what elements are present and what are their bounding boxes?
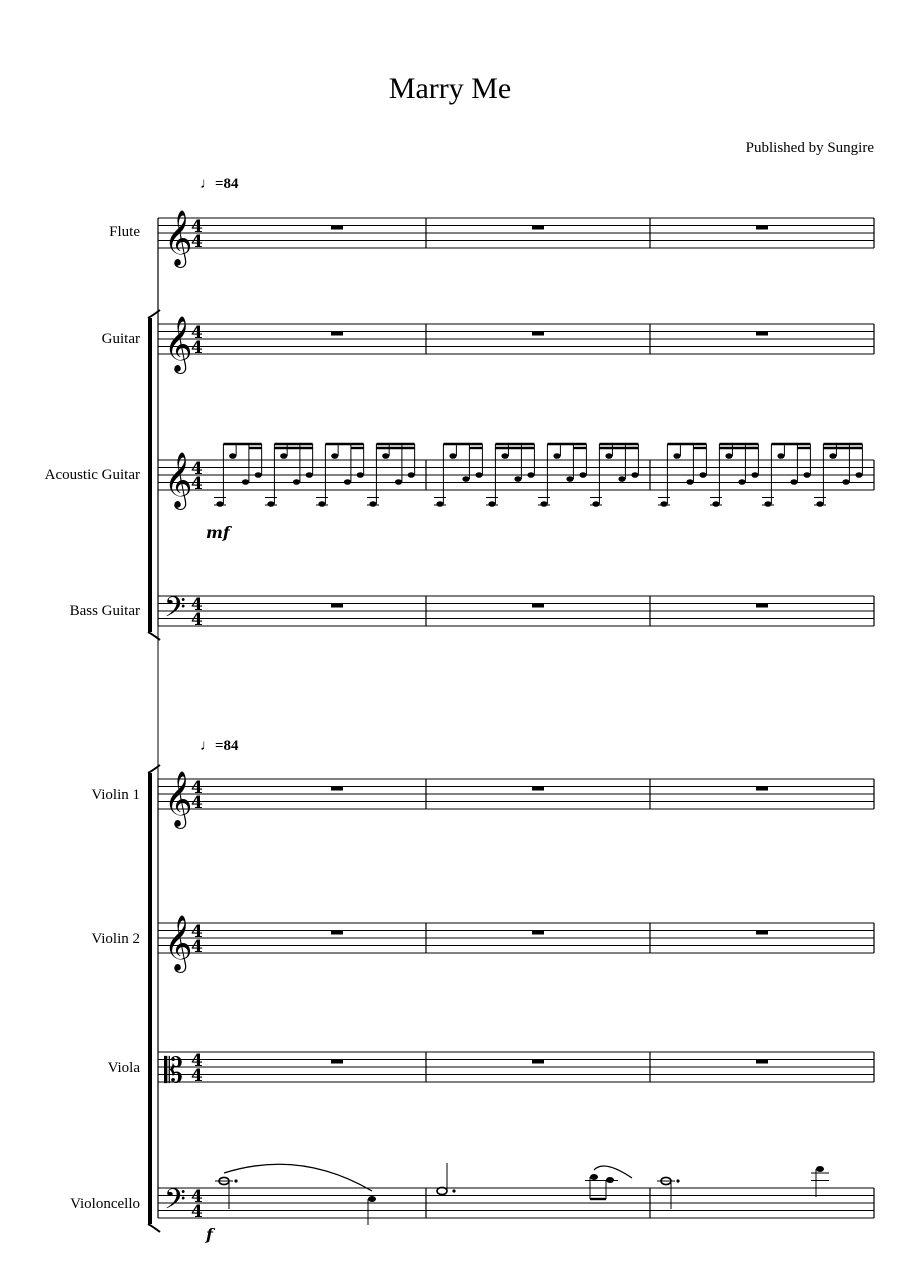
notehead xyxy=(357,472,364,478)
notehead xyxy=(712,501,719,507)
notehead xyxy=(449,453,456,459)
notehead xyxy=(331,453,338,459)
notehead xyxy=(777,453,784,459)
notehead xyxy=(764,501,771,507)
notehead xyxy=(216,501,223,507)
time-signature-denominator: 4 xyxy=(191,232,203,252)
instrument-label: Acoustic Guitar xyxy=(44,467,140,483)
notehead xyxy=(618,476,625,482)
notehead xyxy=(368,1196,376,1202)
treble-clef-icon: 𝄞 xyxy=(164,915,193,971)
notehead xyxy=(725,453,732,459)
notehead xyxy=(408,472,415,478)
notehead xyxy=(579,472,586,478)
time-signature-numerator: 4 xyxy=(191,595,203,615)
whole-rest-icon xyxy=(532,931,544,935)
notehead xyxy=(475,472,482,478)
time-signature-denominator: 4 xyxy=(191,937,203,957)
whole-rest-icon xyxy=(331,1060,343,1064)
instrument-label: Guitar xyxy=(101,331,140,347)
whole-rest-icon xyxy=(532,226,544,230)
notehead xyxy=(229,453,236,459)
notehead xyxy=(566,476,573,482)
notehead xyxy=(395,479,402,485)
notehead xyxy=(631,472,638,478)
notehead xyxy=(699,472,706,478)
notehead xyxy=(306,472,313,478)
notehead xyxy=(803,472,810,478)
notehead xyxy=(553,453,560,459)
notehead xyxy=(790,479,797,485)
whole-rest-icon xyxy=(331,787,343,791)
quarter-note-icon: ♩ xyxy=(200,738,215,754)
notehead xyxy=(255,472,262,478)
dynamic-marking: mf xyxy=(206,523,230,542)
time-signature-numerator: 4 xyxy=(191,459,203,479)
notehead xyxy=(501,453,508,459)
notehead xyxy=(280,453,287,459)
whole-rest-icon xyxy=(756,332,768,336)
notehead xyxy=(488,501,495,507)
notehead xyxy=(267,501,274,507)
notehead xyxy=(540,501,547,507)
time-signature-denominator: 4 xyxy=(191,1066,203,1086)
time-signature-numerator: 4 xyxy=(191,778,203,798)
notehead xyxy=(436,501,443,507)
quarter-note-icon: ♩ xyxy=(200,176,215,192)
notehead xyxy=(592,501,599,507)
whole-rest-icon xyxy=(756,787,768,791)
time-signature-denominator: 4 xyxy=(191,1202,203,1222)
whole-rest-icon xyxy=(331,931,343,935)
notehead xyxy=(673,453,680,459)
notehead xyxy=(318,501,325,507)
time-signature-denominator: 4 xyxy=(191,338,203,358)
notehead xyxy=(590,1174,598,1180)
time-signature-numerator: 4 xyxy=(191,922,203,942)
publisher-credit: Published by Sungire xyxy=(745,140,874,156)
alto-clef-icon: 𝄡 xyxy=(164,1051,183,1091)
time-signature-denominator: 4 xyxy=(191,793,203,813)
notehead xyxy=(738,479,745,485)
notehead xyxy=(686,479,693,485)
notehead xyxy=(242,479,249,485)
notehead xyxy=(751,472,758,478)
notehead xyxy=(514,476,521,482)
whole-rest-icon xyxy=(532,787,544,791)
bass-clef-icon: 𝄢 xyxy=(164,1183,186,1223)
time-signature-numerator: 4 xyxy=(191,1051,203,1071)
notehead xyxy=(605,453,612,459)
notehead xyxy=(816,1166,824,1172)
notehead xyxy=(382,453,389,459)
time-signature-numerator: 4 xyxy=(191,217,203,237)
augmentation-dot xyxy=(676,1179,679,1182)
time-signature-numerator: 4 xyxy=(191,1187,203,1207)
slur xyxy=(224,1164,372,1191)
tempo-value: =84 xyxy=(215,176,239,192)
treble-clef-icon: 𝄞 xyxy=(164,210,193,266)
whole-rest-icon xyxy=(532,332,544,336)
instrument-label: Violoncello xyxy=(70,1196,140,1212)
notehead xyxy=(842,479,849,485)
time-signature-denominator: 4 xyxy=(191,610,203,630)
instrument-label: Viola xyxy=(107,1060,140,1076)
notehead xyxy=(462,476,469,482)
treble-clef-icon: 𝄞 xyxy=(164,316,193,372)
instrument-label: Violin 2 xyxy=(91,931,140,947)
notehead xyxy=(829,453,836,459)
notehead xyxy=(527,472,534,478)
whole-rest-icon xyxy=(756,226,768,230)
notehead xyxy=(344,479,351,485)
whole-rest-icon xyxy=(331,226,343,230)
whole-rest-icon xyxy=(532,604,544,608)
augmentation-dot xyxy=(234,1179,237,1182)
tempo-value: =84 xyxy=(215,738,239,754)
notehead xyxy=(369,501,376,507)
augmentation-dot xyxy=(452,1189,455,1192)
instrument-label: Flute xyxy=(109,224,140,240)
slur xyxy=(594,1166,632,1178)
instrument-label: Bass Guitar xyxy=(69,603,140,619)
treble-clef-icon: 𝄞 xyxy=(164,771,193,827)
whole-rest-icon xyxy=(756,604,768,608)
time-signature-denominator: 4 xyxy=(191,474,203,494)
whole-rest-icon xyxy=(331,332,343,336)
notehead xyxy=(816,501,823,507)
notehead xyxy=(660,501,667,507)
bracket-hook xyxy=(148,1224,160,1232)
notehead xyxy=(293,479,300,485)
time-signature-numerator: 4 xyxy=(191,323,203,343)
whole-rest-icon xyxy=(331,604,343,608)
instrument-label: Violin 1 xyxy=(91,787,140,803)
whole-rest-icon xyxy=(756,1060,768,1064)
whole-rest-icon xyxy=(756,931,768,935)
bass-clef-icon: 𝄢 xyxy=(164,591,186,631)
whole-rest-icon xyxy=(532,1060,544,1064)
dynamic-marking: f xyxy=(206,1225,213,1244)
score-title: Marry Me xyxy=(388,72,512,105)
treble-clef-icon: 𝄞 xyxy=(164,452,193,508)
notehead xyxy=(855,472,862,478)
